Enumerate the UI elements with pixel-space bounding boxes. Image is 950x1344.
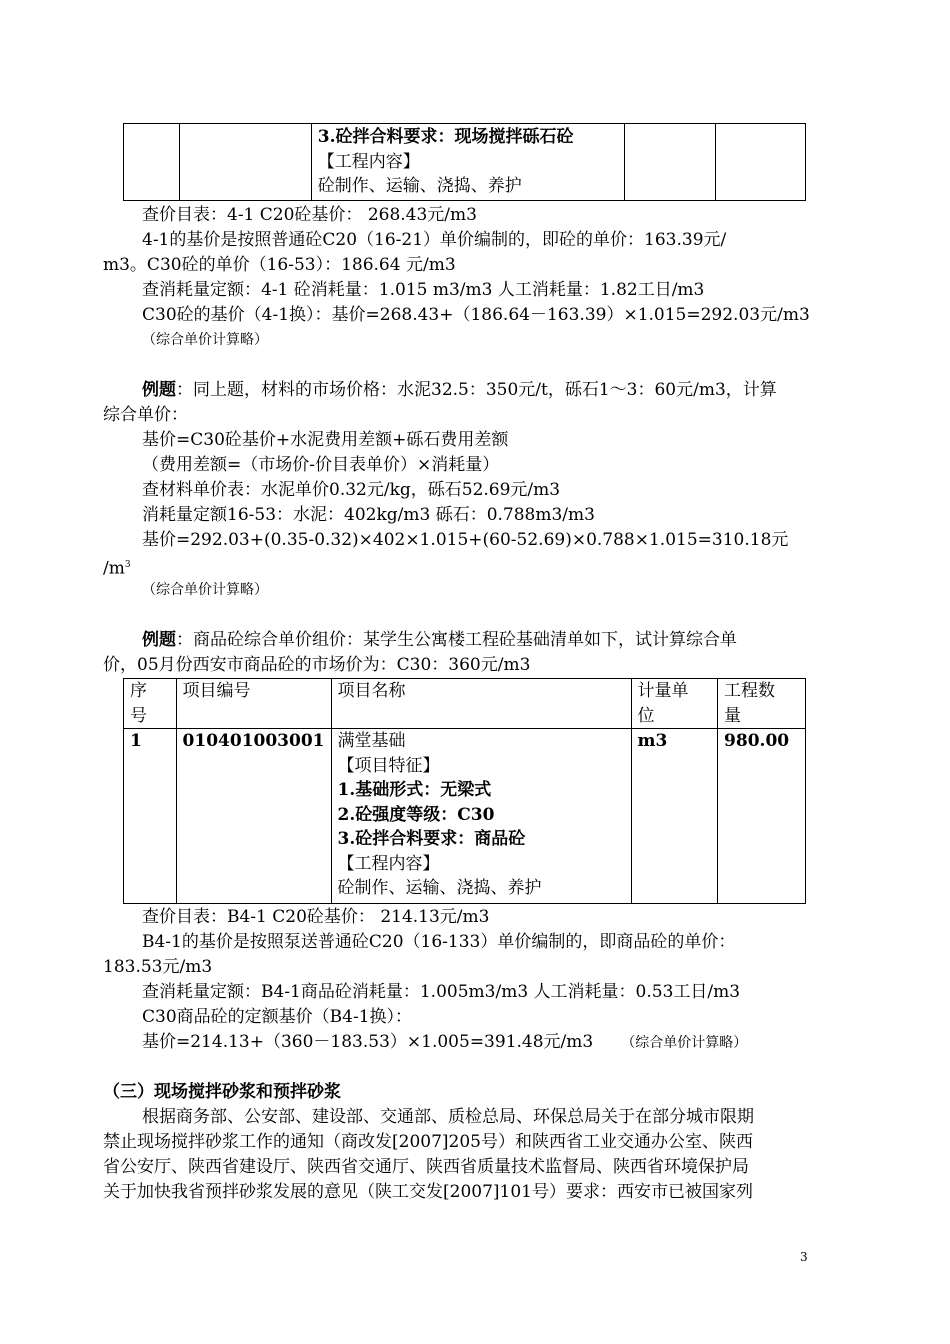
header-qty: 工程数 量 [718, 679, 806, 729]
section-heading: （三）现场搅拌砂浆和预拌砂浆 [103, 1082, 341, 1102]
table-cell [179, 124, 311, 201]
text-line: 查消耗量定额：4-1 砼消耗量：1.015 m3/m3 人工消耗量：1.82工日/m3 [142, 280, 705, 300]
text-line: 基价=C30砼基价+水泥费用差额+砾石费用差额 [142, 430, 509, 450]
text-line: $/m^3$ [103, 558, 131, 579]
bill-table [123, 678, 806, 904]
text-line: C30砼的基价（4-1换）：基价=268.43+（186.64－163.39）×1.015=292.03元/m3 [142, 305, 810, 325]
cell-code: 010401003001 [176, 729, 331, 904]
cell-qty: 980.00 [718, 729, 806, 904]
example-label: 例题 [142, 630, 176, 650]
table-header-row [124, 679, 806, 729]
text-line: 查消耗量定额：B4-1商品砼消耗量：1.005m3/m3 人工消耗量：0.53工日/m3 [142, 982, 741, 1002]
table-cell-name [311, 124, 625, 201]
paragraph-line: 禁止现场搅拌砂浆工作的通知（商改发[2007]205号）和陕西省工业交通办公室、陕西 [103, 1132, 753, 1152]
paragraph-line: 关于加快我省预拌砂浆发展的意见（陕工交发[2007]101号）要求：西安市已被国家列 [103, 1182, 753, 1202]
paragraph-line: 根据商务部、公安部、建设部、交通部、质检总局、环保总局关于在部分城市限期 [142, 1107, 754, 1127]
text-line: 价，05月份西安市商品砼的市场价为：C30：360元/m3 [103, 655, 531, 675]
header-name: 项目名称 [331, 679, 631, 729]
header-code: 项目编号 [176, 679, 331, 729]
text-line: C30商品砼的定额基价（B4-1换）： [142, 1007, 413, 1027]
table-cell [625, 124, 715, 201]
cell-line: 3.砼拌合料要求：现场搅拌砾石砼 [317, 127, 574, 147]
header-seq: 序 号 [124, 679, 177, 729]
text-line: B4-1的基价是按照泵送普通砼C20（16-133）单价编制的，即商品砼的单价： [142, 932, 736, 952]
text-line: （费用差额=（市场价-价目表单价）×消耗量） [142, 455, 500, 475]
table-cell [715, 124, 805, 201]
example-line: 例题：商品砼综合单价组价：某学生公寓楼工程砼基础清单如下，试计算综合单 [142, 630, 737, 650]
table-fragment-top [123, 123, 806, 201]
cell-unit: m3 [631, 729, 718, 904]
table-cell [124, 124, 180, 201]
cell-name: 满堂基础 【项目特征】 1.基础形式：无梁式 2.砼强度等级：C30 3.砼拌合料要求：商品砼 【工程内容】 砼制作、运输、浇捣、养护 [331, 729, 631, 904]
example-line: 例题：同上题，材料的市场价格：水泥32.5：350元/t，砾石1～3：60元/m3，计算 [142, 380, 777, 400]
table-row [124, 729, 806, 904]
text-line: 基价=292.03+(0.35-0.32)×402×1.015+(60-52.69)×0.788×1.015=310.18元 [142, 530, 789, 550]
text-line: 查价目表：4-1 C20砼基价： 268.43元/m3 [142, 205, 477, 225]
example-label: 例题 [142, 380, 176, 400]
text-line: 查材料单价表：水泥单价0.32元/kg，砾石52.69元/m3 [142, 480, 561, 500]
header-unit: 计量单 位 [631, 679, 718, 729]
text-line: 查价目表：B4-1 C20砼基价： 214.13元/m3 [142, 907, 490, 927]
text-line: 183.53元/m3 [103, 957, 213, 977]
cell-line: 【工程内容】 [317, 151, 420, 172]
text-line: 4-1的基价是按照普通砼C20（16-21）单价编制的，即砼的单价：163.39元/ [142, 230, 727, 250]
text-line: 消耗量定额16-53：水泥：402kg/m3 砾石：0.788m3/m3 [142, 505, 595, 525]
paragraph-line: 省公安厅、陕西省建设厅、陕西省交通厅、陕西省质量技术监督局、陕西省环境保护局 [103, 1157, 749, 1177]
page-number: 3 [800, 1250, 808, 1264]
text-line: 综合单价： [103, 405, 188, 425]
text-line: m3。C30砼的单价（16-53）：186.64 元/m3 [103, 255, 456, 275]
note-inline: （综合单价计算略） [621, 1035, 748, 1051]
note-line: （综合单价计算略） [142, 332, 268, 348]
text-line: 基价=214.13+（360－183.53）×1.005=391.48元/m3 （综合单价计算略） [142, 1032, 748, 1052]
cell-line: 砼制作、运输、浇捣、养护 [317, 176, 522, 196]
note-line: （综合单价计算略） [142, 582, 268, 598]
cell-seq: 1 [124, 729, 177, 904]
